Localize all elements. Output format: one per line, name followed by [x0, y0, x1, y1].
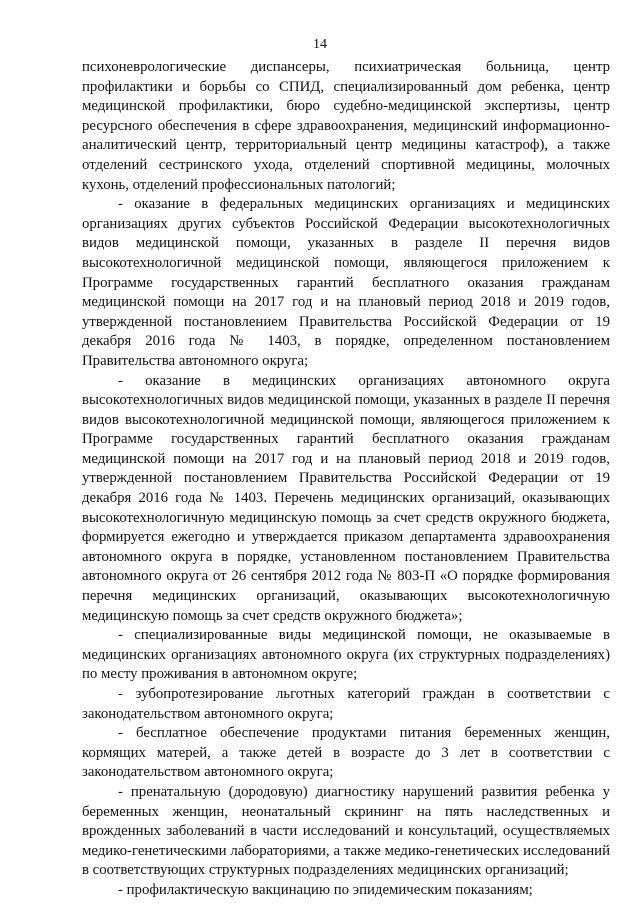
- list-item-regional-high-tech-care: - оказание в медицинских организациях автономного округа высокотехнологичных видов медицинской помощи, указанных в разделе II перечня видов высокотехнологичной медицинской помощи, являющегося приложением к Программе государственных гарантий бесплатного оказания гражданам медицинской помощи на 2017 год и на плановый период 2018 и 2019 годов, утвержденной постановлением Правительства Российской Федерации от 19 декабря 2016 года № 1403. Перечень медицинских организаций, оказывающих высокотехнологичную медицинскую помощь за счет средств окружного бюджета, формируется ежегодно и утверждается приказом департамента здравоохранения автономного округа в порядке, установленном постановлением Правительства автономного округа от 26 сентября 2012 года № 803-П «О порядке формирования перечня медицинских организаций, оказывающих высокотехнологичную медицинскую помощь за счет средств окружного бюджета»;: [82, 372, 610, 624]
- list-item-vaccination: - профилактическую вакцинацию по эпидемическим показаниям;: [118, 881, 533, 898]
- paragraph-continuation: психоневрологические диспансеры, психиатрическая больница, центр профилактики и борьбы со СПИД, специализированный дом ребенка, центр медицинской профилактики, бюро судебно-медицинской экспертизы, центр ресурсного обеспечения в сфере здравоохранения, медицинский информационно-аналитический центр, территориальный центр медицины катастроф), а также отделений сестринского ухода, отделений спортивной медицины, молочных кухонь, отделений профессиональных патологий;: [82, 59, 610, 193]
- document-body: [82, 58, 610, 901]
- list-item-specialized-care: - специализированные виды медицинской помощи, не оказываемые в медицинских организациях автономного округа (их структурных подразделениях) по месту проживания в автономном округе;: [82, 627, 610, 683]
- list-item-federal-high-tech-care: - оказание в федеральных медицинских организациях и медицинских организациях других субъектов Российской Федерации высокотехнологичных видов медицинской помощи, указанных в разделе II перечня видов высокотехнологичной медицинской помощи, являющегося приложением к Программе государственных гарантий бесплатного оказания гражданам медицинской помощи на 2017 год и на плановый период 2018 и 2019 годов, утвержденной постановлением Правительства Российской Федерации от 19 декабря 2016 года № 1403, в порядке, определенном постановлением Правительства автономного округа;: [82, 196, 610, 369]
- list-item-free-nutrition: - бесплатное обеспечение продуктами питания беременных женщин, кормящих матерей, а также детей в возрасте до 3 лет в соответствии с законодательством автономного округа;: [82, 725, 610, 781]
- page-number: 14: [313, 37, 327, 52]
- list-item-dental-prosthetics: - зубопротезирование льготных категорий граждан в соответствии с законодательством автономного округа;: [82, 686, 610, 722]
- list-item-prenatal-diagnostics: - пренатальную (дородовую) диагностику нарушений развития ребенка у беременных женщин, неонатальный скрининг на пять наследственных и врожденных заболеваний в части исследований и консультаций, осуществляемых медико-генетическими лабораториями, а также медико-генетических исследований в соответствующих структурных подразделениях медицинских организаций;: [82, 783, 610, 879]
